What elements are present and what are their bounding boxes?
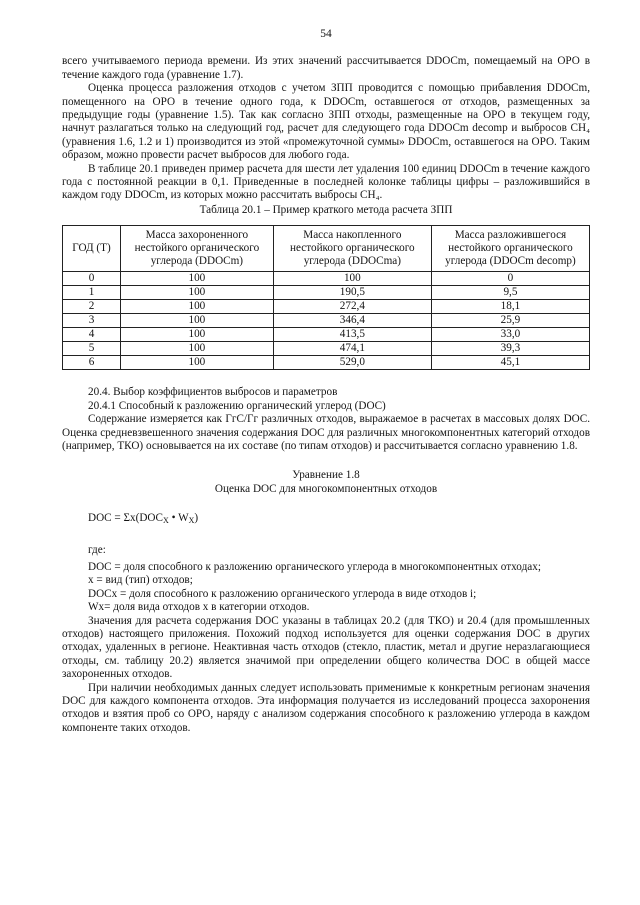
equation-title: Уравнение 1.8 — [292, 469, 360, 482]
section-heading: 20.4. Выбор коэффициентов выбросов и параметров — [88, 386, 338, 399]
cell-ddocma: 413,5 — [273, 328, 431, 342]
header-ddocm: Масса захороненного нестойкого органического углерода (DDOCm) — [120, 226, 273, 272]
page-number: 54 — [320, 28, 332, 40]
cell-ddocma: 100 — [273, 272, 431, 286]
cell-ddocm: 100 — [120, 328, 273, 342]
cell-year: 1 — [63, 286, 121, 300]
table-row — [63, 356, 590, 370]
equation-header — [62, 469, 590, 496]
paragraph: всего учитываемого периода времени. Из этих значений рассчитывается DDOCm, помещаемый на ОРО в течение каждого года (уравнение 1.7). — [62, 55, 590, 81]
cell-year: 4 — [63, 328, 121, 342]
formula-end: ) — [194, 512, 199, 525]
definition-item: DOCx = доля способного к разложению органического углерода в виде отходов i; — [88, 587, 477, 600]
header-ddocm-decomp: Масса разложившегося нестойкого органического углерода (DDOCm decomp) — [431, 226, 589, 272]
cell-decomp: 45,1 — [431, 356, 589, 370]
section-subheading: 20.4.1 Способный к разложению органический углерод (DOC) — [88, 399, 386, 412]
paragraph: При наличии необходимых данных следует использовать применимые к конкретным регионам значения DOC для каждого компонента отходов. Эта информация получается из исследований процесса захоронения отходов и взятия проб со ОРО, наряду с анализом содержания способного к разложению углерода в каждом компоненте таких отходов. — [62, 681, 590, 734]
equation-subtitle: Оценка DOC для многокомпонентных отходов — [214, 482, 438, 495]
table-caption: Таблица 20.1 – Пример краткого метода расчета ЗПП — [199, 203, 453, 216]
cell-decomp: 9,5 — [431, 286, 589, 300]
ddoc-table — [62, 225, 590, 370]
cell-year: 0 — [63, 272, 121, 286]
formula-mid: • W — [168, 512, 189, 525]
cell-ddocm: 100 — [120, 342, 273, 356]
formula-sub-x: X — [188, 516, 195, 526]
where-label: где: — [88, 543, 106, 556]
paragraph: Оценка процесса разложения отходов с учетом ЗПП проводится с помощью прибавления DDOCm, помещенного на ОРО в течение одного года, к DDOCm, оставшегося от отходов, размещенных за предыдущие годы (уравнение 1.5). Так как согласно ЗПП отходы, размещенные на ОРО в текущем году, начнут разлагаться только на следующий год, расчет для следующего года DDOCm decomp и выбросов CH₄ (уравнения 1.6, 1.2 и 1) производится из этой «промежуточной суммы» DDOCm, оставшегося на ОРО. Таким образом, можно провести расчет выбросов для любого года. — [62, 82, 590, 162]
formula-sub-x: X — [162, 516, 169, 526]
table-row — [63, 328, 590, 342]
formula-lhs: DOC = Σx(DOC — [88, 512, 163, 525]
equation-formula — [88, 512, 590, 525]
cell-decomp: 0 — [431, 272, 589, 286]
cell-decomp: 39,3 — [431, 342, 589, 356]
cell-ddocm: 100 — [120, 356, 273, 370]
header-year: ГОД (Т) — [63, 226, 121, 272]
cell-ddocma: 346,4 — [273, 314, 431, 328]
definition-item: Wx= доля вида отходов x в категории отходов. — [88, 601, 310, 614]
cell-year: 3 — [63, 314, 121, 328]
cell-year: 6 — [63, 356, 121, 370]
cell-ddocma: 272,4 — [273, 300, 431, 314]
cell-ddocm: 100 — [120, 314, 273, 328]
cell-decomp: 25,9 — [431, 314, 589, 328]
paragraph: В таблице 20.1 приведен пример расчета для шести лет удаления 100 единиц DDOCm в течение каждого года с постоянной реакции в 0,1. Приведенные в последней колонке таблицы цифры – разложившийся в каждом году DDOCm, из которых можно рассчитать выбросы CH₄. — [62, 162, 590, 202]
definition-item: DOC = доля способного к разложению органического углерода в многокомпонентных отходах; — [88, 560, 541, 573]
table-row — [63, 342, 590, 356]
table-row — [63, 314, 590, 328]
table-row — [63, 286, 590, 300]
table-row — [63, 272, 590, 286]
cell-year: 5 — [63, 342, 121, 356]
cell-ddocma: 529,0 — [273, 356, 431, 370]
cell-ddocma: 474,1 — [273, 342, 431, 356]
cell-decomp: 18,1 — [431, 300, 589, 314]
cell-ddocm: 100 — [120, 300, 273, 314]
table-row — [63, 300, 590, 314]
table-header-row — [63, 226, 590, 272]
paragraph: Содержание измеряется как ГгС/Гг различных отходов, выражаемое в расчетах в массовых долях DOC. Оценка средневзвешенного значения содержания DOC для различных многокомпонентных категорий отходов (например, ТКО) основывается на их составе (по типам отходов) и рассчитывается согласно уравнению 1.8. — [62, 413, 590, 452]
cell-ddocm: 100 — [120, 286, 273, 300]
cell-decomp: 33,0 — [431, 328, 589, 342]
cell-ddocm: 100 — [120, 272, 273, 286]
definition-item: x = вид (тип) отходов; — [88, 574, 193, 587]
cell-year: 2 — [63, 300, 121, 314]
header-ddocma: Масса накопленного нестойкого органического углерода (DDOCma) — [273, 226, 431, 272]
paragraph: Значения для расчета содержания DOC указаны в таблицах 20.2 (для ТКО) и 20.4 (для промышленных отходов) настоящего приложения. Похожий подход используется для оценки содержания DOC в других отходах, удаленных в регионе. Неактивная часть отходов (стекло, пластик, метал и другие неразлагающиеся отходы, см. таблицу 20.2) является значимой при определении общего количества DOC в общей массе захороненных отходов. — [62, 614, 590, 681]
cell-ddocma: 190,5 — [273, 286, 431, 300]
